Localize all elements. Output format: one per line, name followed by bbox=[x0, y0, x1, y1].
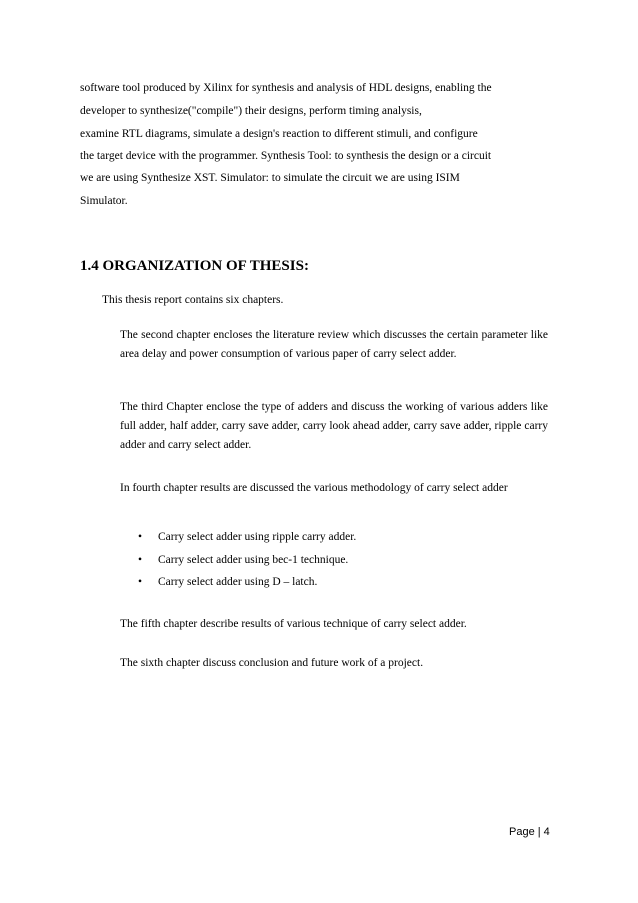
text-line: the target device with the programmer. Synthesis Tool: to synthesis the design or a circuit bbox=[80, 150, 492, 162]
list-item bbox=[138, 554, 348, 566]
list-item bbox=[138, 531, 356, 543]
list-item bbox=[138, 576, 317, 588]
list-item-text: Carry select adder using ripple carry adder. bbox=[158, 531, 357, 543]
section-heading: 1.4 ORGANIZATION OF THESIS: bbox=[80, 258, 309, 274]
text-line: Simulator. bbox=[80, 195, 128, 207]
paragraph-third-chapter: The third Chapter enclose the type of adders and discuss the working of various adders like full adder, half adder, carry save adder, carry look ahead adder, carry save adder, ripple carry adder and carry select adder. bbox=[120, 401, 548, 451]
bullet-icon: • bbox=[138, 554, 143, 566]
page-number: Page | 4 bbox=[509, 826, 550, 838]
paragraph-second-chapter: The second chapter encloses the literature review which discusses the certain parameter like area delay and power consumption of various paper of carry select adder. bbox=[120, 329, 548, 360]
paragraph-sixth-chapter: The sixth chapter discuss conclusion and future work of a project. bbox=[120, 657, 424, 669]
paragraph-fourth-chapter: In fourth chapter results are discussed the various methodology of carry select adder bbox=[120, 482, 508, 494]
list-item-text: Carry select adder using D – latch. bbox=[158, 576, 318, 588]
text-line: software tool produced by Xilinx for synthesis and analysis of HDL designs, enabling the bbox=[80, 82, 492, 94]
text-line: examine RTL diagrams, simulate a design's reaction to different stimuli, and configure bbox=[80, 128, 478, 140]
text-line: we are using Synthesize XST. Simulator: to simulate the circuit we are using ISIM bbox=[80, 172, 460, 184]
section-intro: This thesis report contains six chapters. bbox=[102, 294, 284, 306]
list-item-text: Carry select adder using bec-1 technique. bbox=[158, 554, 349, 566]
bullet-icon: • bbox=[138, 531, 143, 543]
bullet-icon: • bbox=[138, 576, 143, 588]
paragraph-fifth-chapter: The fifth chapter describe results of various technique of carry select adder. bbox=[120, 618, 467, 630]
text-line: developer to synthesize("compile") their designs, perform timing analysis, bbox=[80, 105, 422, 117]
